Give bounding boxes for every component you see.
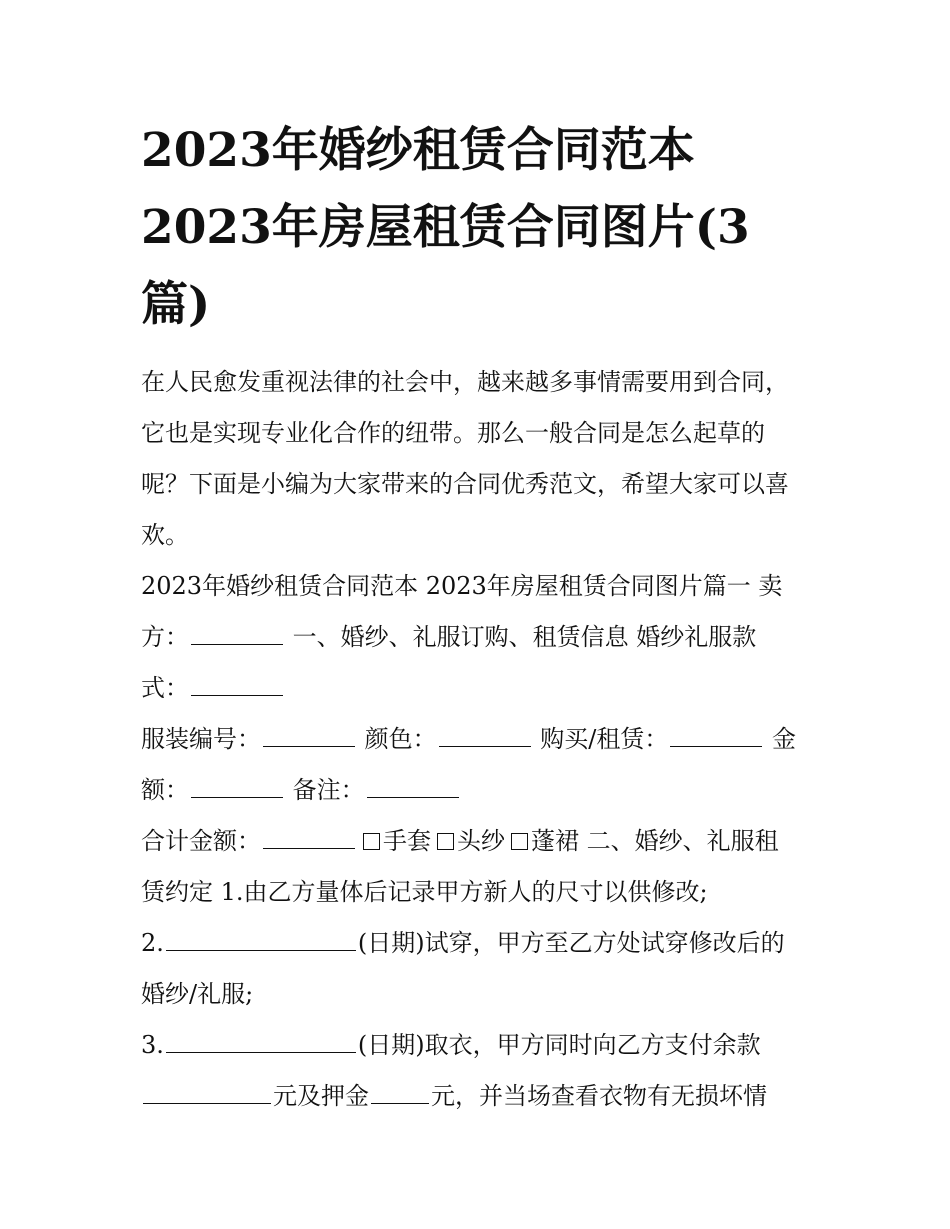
petticoat-label: 蓬裙	[531, 827, 579, 855]
item2-line: 赁约定 1.由乙方量体后记录甲方新人的尺寸以供修改;	[141, 878, 708, 906]
total-blank	[263, 826, 355, 849]
clause-2-date-blank	[166, 928, 356, 951]
seller-blank	[191, 622, 283, 645]
clause-2-number: 2.	[141, 929, 164, 957]
intro-line-1: 在人民愈发重视法律的社会中，越来越多事情需要用到合同，	[141, 368, 789, 396]
clause-2-cont: 婚纱/礼服;	[141, 980, 254, 1008]
title-line-1: 2023年婚纱租赁合同范本	[141, 123, 695, 178]
color-label: 颜色：	[364, 725, 437, 753]
style-label: 式：	[141, 674, 189, 702]
intro-line-2: 它也是实现专业化合作的纽带。那么一般合同是怎么起草的	[141, 419, 765, 447]
item1-text: 一、婚纱、礼服订购、租赁信息 婚纱礼服款	[292, 623, 757, 651]
amount-label-b: 额：	[141, 776, 189, 804]
code-blank	[263, 724, 355, 747]
deposit-text: 元，并当场查看衣物有无损坏情	[431, 1082, 767, 1110]
clause-3-number: 3.	[141, 1031, 164, 1059]
buy-rent-blank	[670, 724, 762, 747]
document-title	[141, 112, 821, 343]
title-line-3: 篇)	[141, 277, 211, 332]
note-label: 备注：	[292, 776, 365, 804]
item2-text-a: 二、婚纱、礼服租	[586, 827, 779, 855]
veil-label: 头纱	[457, 827, 505, 855]
intro-line-3: 呢？下面是小编为大家带来的合同优秀范文，希望大家可以喜	[141, 470, 789, 498]
clause-3-cont	[141, 1071, 821, 1122]
gloves-label: 手套	[383, 827, 431, 855]
intro-line-4: 欢。	[141, 521, 189, 549]
style-blank	[191, 673, 283, 696]
clause-3-date-blank	[166, 1030, 356, 1053]
color-blank	[439, 724, 531, 747]
style-line	[141, 663, 821, 714]
amount-line	[141, 765, 821, 816]
total-label: 合计金额：	[141, 827, 261, 855]
document-page	[141, 112, 821, 1122]
veil-checkbox	[437, 833, 454, 850]
petticoat-checkbox	[511, 833, 528, 850]
clause-2-line	[141, 918, 821, 969]
balance-text: 元及押金	[273, 1082, 369, 1110]
deposit-blank	[371, 1081, 429, 1104]
seller-label: 方：	[141, 623, 189, 651]
buy-rent-label: 购买/租赁：	[540, 725, 669, 753]
total-line	[141, 816, 821, 867]
document-body	[141, 357, 821, 1122]
clause-3-line	[141, 1020, 821, 1071]
note-blank	[367, 775, 459, 798]
gloves-checkbox	[363, 833, 380, 850]
amount-label-a: 金	[772, 725, 797, 753]
clause-2-text: (日期)试穿，甲方至乙方处试穿修改后的	[357, 929, 785, 957]
section-heading-line: 2023年婚纱租赁合同范本 2023年房屋租赁合同图片篇一 卖	[141, 572, 783, 600]
title-line-2: 2023年房屋租赁合同图片(3	[141, 200, 750, 255]
clause-3-text: (日期)取衣，甲方同时向乙方支付余款	[357, 1031, 761, 1059]
amount-blank	[191, 775, 283, 798]
fields-line	[141, 714, 821, 765]
balance-blank	[143, 1081, 271, 1104]
seller-line	[141, 612, 821, 663]
code-label: 服装编号：	[141, 725, 261, 753]
